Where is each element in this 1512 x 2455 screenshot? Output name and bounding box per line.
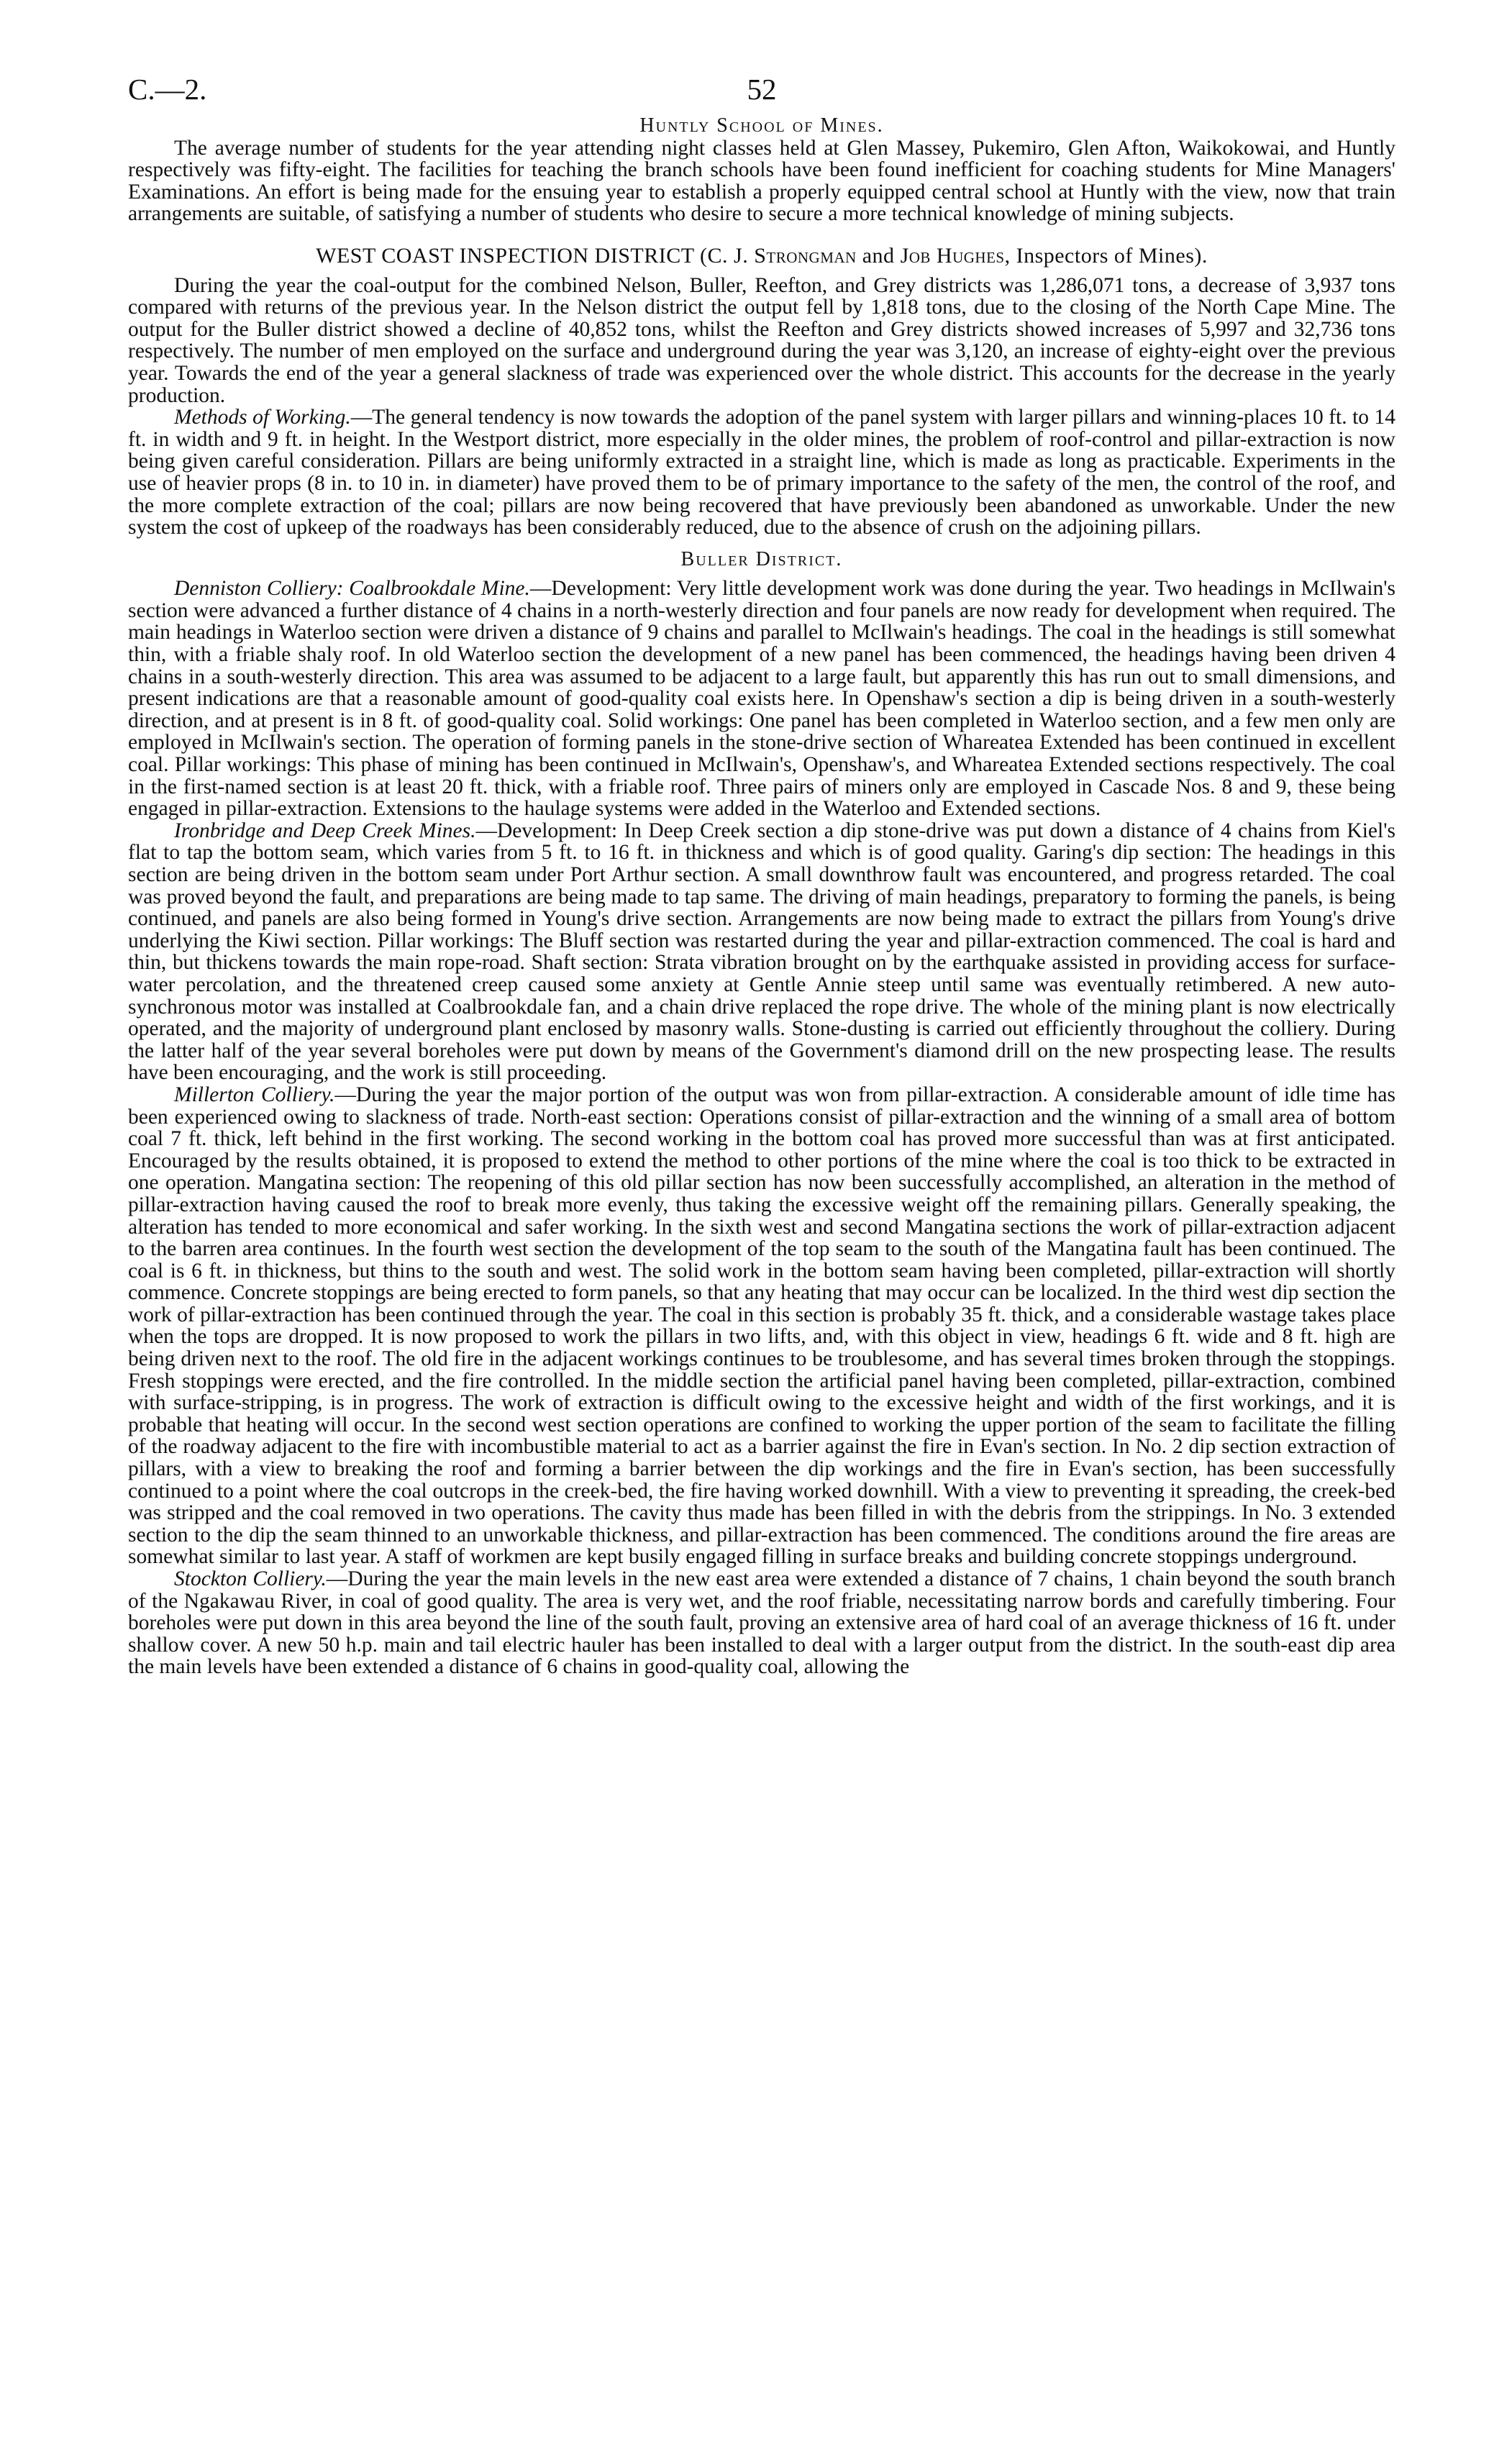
page-header <box>128 72 1395 115</box>
inspector-strongman: Strongman <box>754 243 857 268</box>
west-coast-heading-suffix: , Inspectors of Mines). <box>1004 243 1208 268</box>
denniston-paragraph <box>128 578 1395 820</box>
west-coast-heading-prefix: WEST COAST INSPECTION DISTRICT (C. J. <box>316 243 755 268</box>
stockton-paragraph <box>128 1568 1395 1678</box>
buller-district-heading: Buller District. <box>680 547 843 570</box>
west-coast-intro-paragraph: During the year the coal-output for the combined Nelson, Buller, Reefton, and Grey districts was 1,286,071 tons, a decrease of 3,937 tons compared with returns of the previous year. In the Nelson district the output fell by 1,818 tons, due to the closing of the North Cape Mine. The output for the Buller district showed a decline of 40,852 tons, whilst the Reefton and Grey districts showed increases of 5,997 and 32,736 tons respectively. The number of men employed on the surface and underground during the year was 3,120, an increase of eighty-eight over the previous year. Towards the end of the year a general slackness of trade was experienced over the whole district. This accounts for the decrease in the yearly production. <box>128 273 1395 407</box>
document-code: C.—2. <box>128 73 207 106</box>
methods-of-working-paragraph <box>128 406 1395 539</box>
ironbridge-title: Ironbridge and Deep Creek Mines. <box>174 819 476 842</box>
millerton-text: —During the year the major portion of the output was won from pillar-extraction. A considerable amount of idle time has been experienced owing to slackness of trade. North-east section: Operations consist of pillar-extraction and the winning of a small area of bottom coal 7 ft. thick, left behind in the first working. The second working in the bottom coal has proved more successful than was at first anticipated. Encouraged by the results obtained, it is proposed to extend the method to other portions of the mine where the coal is too thick to be extracted in one operation. Mangatina section: The reopening of this old pillar section has now been successfully accomplished, an alteration in the method of pillar-extraction having caused the roof to break more evenly, thus taking the excessive weight off the remaining pillars. Generally speaking, the alteration has tended to more economical and safer working. In the sixth west and second Mangatina sections the work of pillar-extraction adjacent to the barren area continues. In the fourth west section the development of the top seam to the south of the Mangatina fault has been continued. The coal is 6 ft. in thickness, but thins to the south and west. The solid work in the bottom seam having been completed, pillar-extraction will shortly commence. Concrete stoppings are being erected to form panels, so that any heating that may occur can be localized. In the third west dip section the work of pillar-extraction has been continued through the year. The coal in this section is probably 35 ft. thick, and a considerable wastage takes place when the tops are dropped. It is now proposed to work the pillars in two lifts, and, with this object in view, headings 6 ft. wide and 8 ft. high are being driven next to the roof. The old fire in the adjacent workings continues to be troublesome, and has several times broken through the stoppings. Fresh stoppings were erected, and the fire controlled. In the middle section the artificial panel having been completed, pillar-extraction, combined with surface-stripping, is in progress. The work of extraction is difficult owing to the excessive height and width of the first workings, and it is probable that heating will occur. In the second west section operations are confined to working the upper portion of the seam to facilitate the filling of the roadway adjacent to the fire with incombustible material to act as a barrier against the fire in Evan's section. In No. 2 dip section extraction of pillars, with a view to breaking the roof and forming a barrier between the dip workings and the fire in Evan's section, has been successfully continued to a point where the coal outcrops in the creek-bed, the fire having worked downhill. With a view to preventing it spreading, the creek-bed was stripped and the coal removed in two operations. The cavity thus made has been filled in with the debris from the strippings. In No. 3 extended section to the dip the seam thinned to an unworkable thickness, and pillar-extraction has been commenced. The conditions around the fire areas are somewhat similar to last year. A staff of workmen are kept busily engaged filling in surface breaks and building concrete stoppings underground. <box>128 1083 1395 1569</box>
stockton-text: —During the year the main levels in the new east area were extended a distance of 7 chains, 1 chain beyond the south branch of the Ngakawau River, in coal of good quality. The area is very wet, and the roof friable, necessitating narrow bords and carefully timbering. Four boreholes were put down in this area beyond the line of the south fault, proving an extensive area of hard coal of an average thickness of 16 ft. under shallow cover. A new 50 h.p. main and tail electric hauler has been installed to deal with a larger output from the district. In the south-east dip area the main levels have been extended a distance of 6 chains in good-quality coal, allowing the <box>128 1567 1395 1679</box>
west-coast-heading-and: and <box>856 243 901 268</box>
page-number: 52 <box>747 73 777 106</box>
west-coast-heading <box>128 245 1395 268</box>
stockton-title: Stockton Colliery. <box>174 1567 327 1590</box>
methods-of-working-text: —The general tendency is now towards the adoption of the panel system with larger pillars and winning-places 10 ft. to 14 ft. in width and 9 ft. in height. In the Westport district, more especially in the older mines, the problem of roof-control and pillar-extraction is now being given careful consideration. Pillars are being uniformly extracted in a straight line, which is made as long as practicable. Experiments in the use of heavier props (8 in. to 10 in. in diameter) have proved them to be of primary importance to the safety of the men, the control of the roof, and the more complete extraction of the coal; pillars are now being recovered that have previously been abandoned as unworkable. Under the new system the cost of upkeep of the roadways has been considerably reduced, due to the absence of crush on the adjoining pillars. <box>128 406 1395 539</box>
inspector-hughes: Job Hughes <box>900 243 1005 268</box>
ironbridge-paragraph <box>128 820 1395 1084</box>
huntly-heading: Huntly School of Mines. <box>639 114 884 137</box>
document-page <box>128 72 1395 1678</box>
denniston-text: —Development: Very little development work was done during the year. Two headings in McIlwain's section were advanced a further distance of 4 chains in a north-westerly direction and four panels are now ready for development when required. The main headings in Waterloo section were driven a distance of 9 chains and parallel to McIlwain's headings. The coal in the headings is still somewhat thin, with a friable shaly roof. In old Waterloo section the development of a new panel has been commenced, the headings having been driven 4 chains in a south-westerly direction. This area was assumed to be adjacent to a large fault, but apparently this has run out to small dimensions, and present indications are that a reasonable amount of good-quality coal exists here. In Openshaw's section a dip is being driven in a south-westerly direction, and at present is in 8 ft. of good-quality coal. Solid workings: One panel has been completed in Waterloo section, and a few men only are employed in McIlwain's section. The operation of forming panels in the stone-drive section of Whareatea Extended has been continued in excellent coal. Pillar workings: This phase of mining has been continued in McIlwain's, Openshaw's, and Whareatea Extended sections respectively. The coal in the first-named section is at least 20 ft. thick, with a friable roof. Three pairs of miners only are employed in Cascade Nos. 8 and 9, these being engaged in pillar-extraction. Extensions to the haulage systems were added in the Waterloo and Extended sections. <box>128 577 1395 821</box>
denniston-title: Denniston Colliery: Coalbrookdale Mine. <box>174 577 530 601</box>
millerton-paragraph <box>128 1084 1395 1568</box>
methods-of-working-title: Methods of Working. <box>174 406 351 429</box>
ironbridge-text: —Development: In Deep Creek section a dip stone-drive was put down a distance of 4 chains from Kiel's flat to tap the bottom seam, which varies from 5 ft. to 16 ft. in thickness and which is of good quality. Garing's dip section: The headings in this section are being driven in the bottom seam under Port Arthur section. A small downthrow fault was encountered, and progress retarded. The coal was proved beyond the fault, and preparations are being made to tap same. The driving of main headings, preparatory to forming the panels, is being continued, and panels are also being formed in Young's drive section. Arrangements are now being made to extract the pillars from Young's drive underlying the Kiwi section. Pillar workings: The Bluff section was restarted during the year and pillar-extraction commenced. The coal is hard and thin, but thickens towards the main rope-road. Shaft section: Strata vibration brought on by the earthquake assisted in providing access for surface-water percolation, and the threatened creep caused some anxiety at Gentle Annie steep until same was eventually retimbered. A new auto-synchronous motor was installed at Coalbrookdale fan, and a chain drive replaced the rope drive. The whole of the mining plant is now electrically operated, and the majority of underground plant enclosed by masonry walls. Stone-dusting is carried out efficiently throughout the colliery. During the latter half of the year several boreholes were put down by means of the Government's diamond drill on the new prospecting lease. The results have been encouraging, and the work is still proceeding. <box>128 819 1395 1085</box>
millerton-title: Millerton Colliery. <box>174 1083 335 1106</box>
huntly-paragraph: The average number of students for the year attending night classes held at Glen Massey, Pukemiro, Glen Afton, Waikokowai, and Huntly respectively was fifty-eight. The facilities for teaching the branch schools have been found inefficient for coaching students for Mine Managers' Examinations. An effort is being made for the ensuing year to establish a properly equipped central school at Huntly with the view, now that train arrangements are suitable, of satisfying a number of students who desire to secure a more technical knowledge of mining subjects. <box>128 136 1395 226</box>
